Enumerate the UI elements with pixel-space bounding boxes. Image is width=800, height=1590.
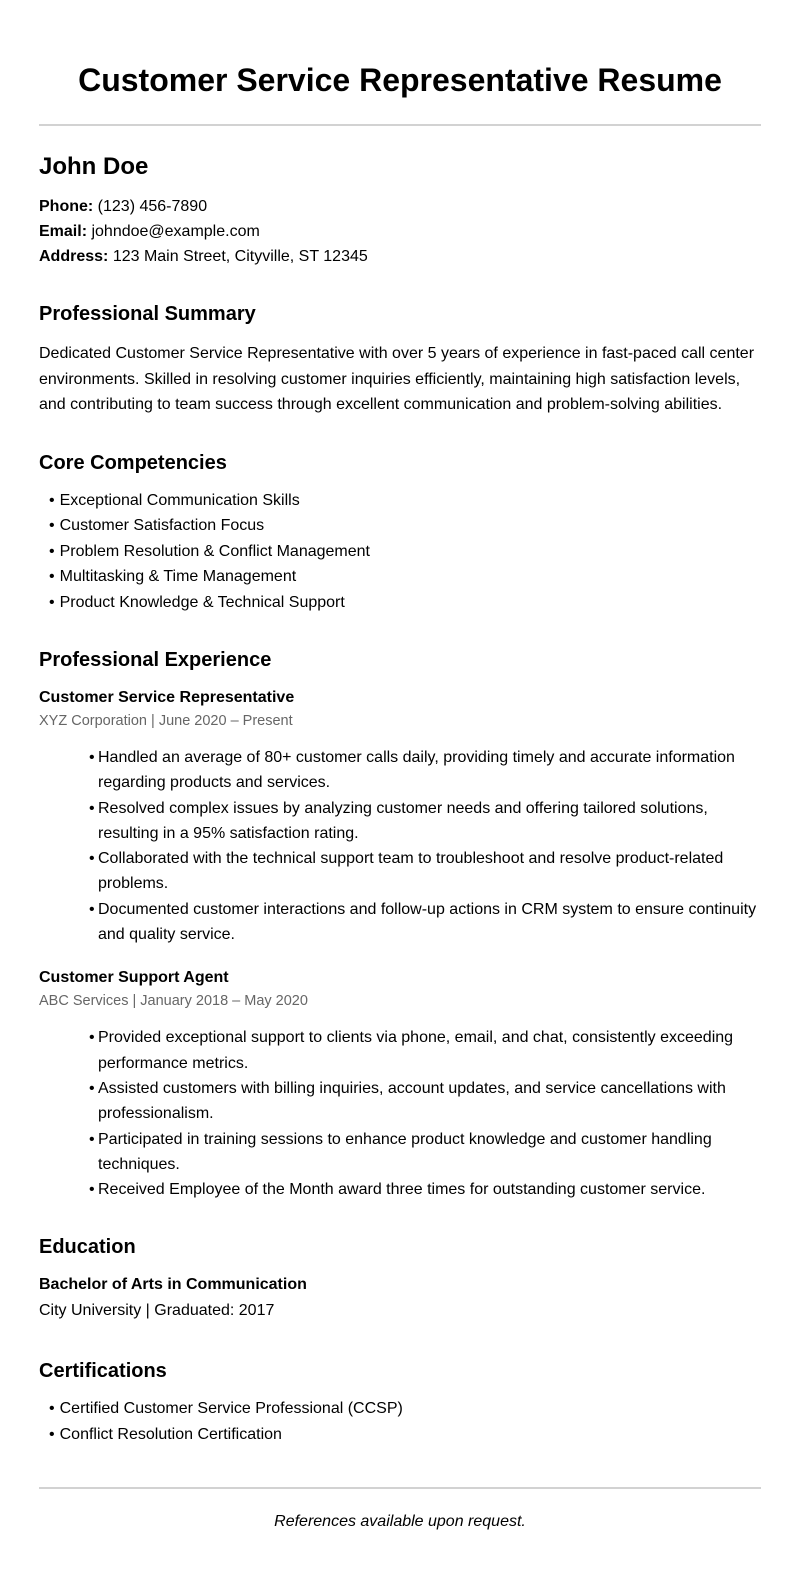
- list-item: • Customer Satisfaction Focus: [49, 513, 761, 539]
- list-item: • Received Employee of the Month award three times for outstanding customer service.: [89, 1177, 761, 1202]
- header-divider: [39, 124, 761, 126]
- certifications-heading: Certifications: [39, 1360, 167, 1383]
- email-value: johndoe@example.com: [91, 223, 260, 240]
- summary-heading: Professional Summary: [39, 303, 256, 325]
- contact-address: [39, 244, 761, 269]
- footer-divider: [39, 1487, 761, 1489]
- list-item: • Problem Resolution & Conflict Management: [49, 539, 761, 565]
- list-item: • Documented customer interactions and follow-up actions in CRM system to ensure continuity and quality service.: [89, 897, 761, 948]
- list-item: • Participated in training sessions to enhance product knowledge and customer handling techniques.: [89, 1127, 761, 1178]
- candidate-name: John Doe: [39, 153, 149, 180]
- page-title: Customer Service Representative Resume: [78, 62, 722, 98]
- education-degree: Bachelor of Arts in Communication: [39, 1276, 307, 1294]
- email-label: Email:: [39, 223, 88, 240]
- phone-label: Phone:: [39, 198, 94, 215]
- address-label: Address:: [39, 248, 109, 265]
- list-item: • Handled an average of 80+ customer calls daily, providing timely and accurate information regarding products and services.: [89, 745, 761, 796]
- job-meta: ABC Services | January 2018 – May 2020: [39, 993, 308, 1010]
- list-item: • Multitasking & Time Management: [49, 564, 761, 590]
- list-item: • Provided exceptional support to clients via phone, email, and chat, consistently exceeding performance metrics.: [89, 1025, 761, 1076]
- education-section: [39, 1234, 761, 1326]
- job-duties: [39, 1025, 761, 1202]
- list-item: • Assisted customers with billing inquiries, account updates, and service cancellations with professionalism.: [89, 1076, 761, 1127]
- competencies-section: [39, 450, 761, 616]
- certifications-section: [39, 1358, 761, 1447]
- list-item: • Exceptional Communication Skills: [49, 488, 761, 514]
- experience-section: [39, 647, 761, 1202]
- education-heading: Education: [39, 1236, 136, 1259]
- competencies-heading: Core Competencies: [39, 451, 227, 474]
- job-title: Customer Support Agent: [39, 969, 229, 987]
- address-value: 123 Main Street, Cityville, ST 12345: [112, 248, 368, 265]
- list-item: • Collaborated with the technical support team to troubleshoot and resolve product-related problems.: [89, 846, 761, 897]
- job-meta: XYZ Corporation | June 2020 – Present: [39, 713, 293, 729]
- list-item: • Conflict Resolution Certification: [49, 1422, 761, 1448]
- summary-text: Dedicated Customer Service Representative with over 5 years of experience in fast-paced call center environments. Skilled in resolving customer inquiries efficiently, maintaining high satisfaction levels, and contributing to team success through excellent communication and problem-solving abilities.: [39, 345, 755, 413]
- summary-section: [39, 301, 761, 418]
- job-title: Customer Service Representative: [39, 689, 295, 706]
- contact-email: [39, 219, 761, 244]
- phone-value: (123) 456-7890: [97, 198, 208, 215]
- job-entry: [39, 967, 761, 1202]
- experience-heading: Professional Experience: [39, 649, 272, 671]
- competencies-list: [39, 488, 761, 616]
- contact-info: [39, 194, 761, 269]
- resume-page: [39, 0, 761, 1533]
- job-duties: [39, 745, 761, 947]
- list-item: • Certified Customer Service Professional (CCSP): [49, 1396, 761, 1422]
- contact-phone: [39, 194, 761, 219]
- list-item: • Product Knowledge & Technical Support: [49, 590, 761, 616]
- education-school: City University | Graduated: 2017: [39, 1302, 275, 1320]
- footer-note: References available upon request.: [274, 1513, 526, 1531]
- job-entry: [39, 687, 761, 947]
- list-item: • Resolved complex issues by analyzing customer needs and offering tailored solutions, resulting in a 95% satisfaction rating.: [89, 796, 761, 847]
- certifications-list: [39, 1396, 761, 1447]
